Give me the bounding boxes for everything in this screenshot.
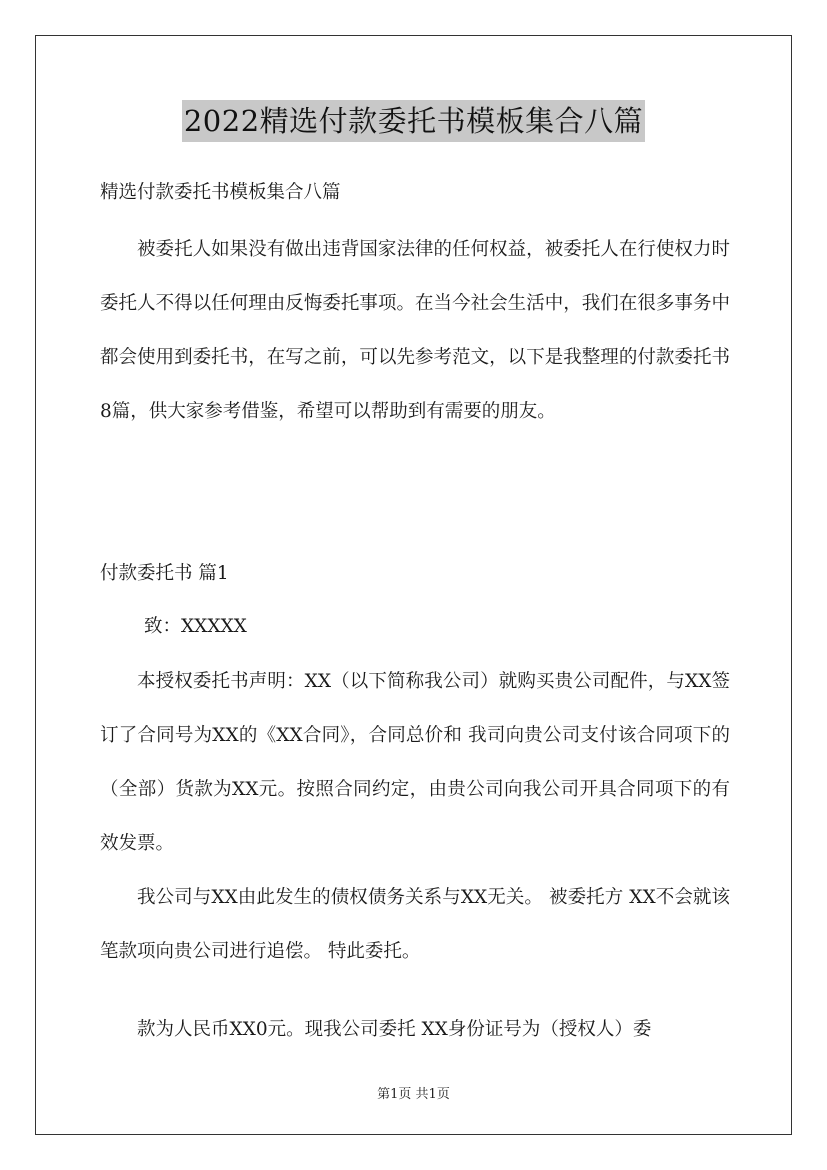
document-subtitle: 精选付款委托书模板集合八篇 bbox=[100, 182, 341, 203]
section-heading: 付款委托书 篇1 bbox=[100, 563, 229, 584]
document-title: 2022精选付款委托书模板集合八篇 bbox=[182, 100, 645, 142]
page-footer: 第1页 共1页 bbox=[377, 1087, 450, 1102]
intro-paragraph: 被委托人如果没有做出违背国家法律的任何权益，被委托人在行使权力时委托人不得以任何理由反悔委托事项。在当今社会生活中，我们在很多事务中都会使用到委托书，在写之前，可以先参考范文，以下是我整理的付款委托书8篇，供大家参考借鉴，希望可以帮助到有需要的朋友。 bbox=[100, 239, 730, 422]
body-paragraph-3: 款为人民币XX0元。现我公司委托 XX身份证号为（授权人）委 bbox=[137, 1019, 652, 1040]
body-paragraph-1: 本授权委托书声明：XX（以下简称我公司）就购买贵公司配件，与XX签订了合同号为XX的《XX合同》，合同总价和 我司向贵公司支付该合同项下的（全部）货款为XX元。按照合同约定，由贵公司向我公司开具合同项下的有效发票。 bbox=[100, 671, 730, 854]
salutation: 致：XXXXX bbox=[144, 616, 247, 637]
body-paragraph-2: 我公司与XX由此发生的债权债务关系与XX无关。 被委托方 XX不会就该笔款项向贵公司进行追偿。 特此委托。 bbox=[100, 887, 730, 962]
title-container bbox=[0, 100, 827, 142]
